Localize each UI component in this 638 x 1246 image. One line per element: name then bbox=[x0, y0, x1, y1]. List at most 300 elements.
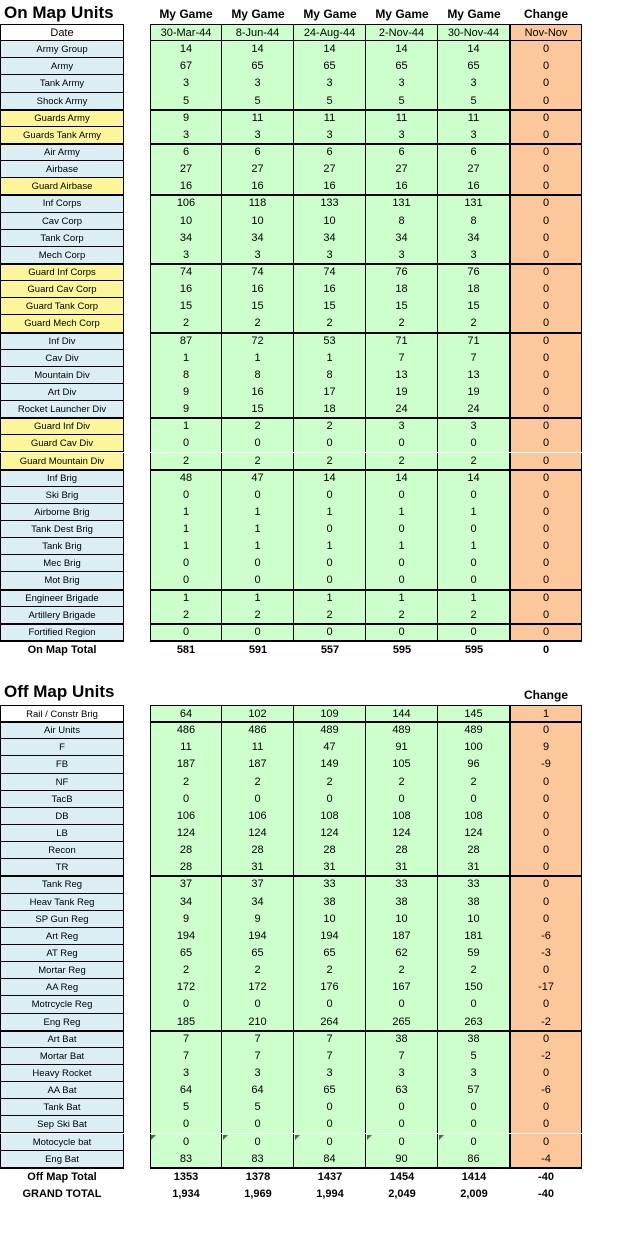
data-cell[interactable]: 0 bbox=[222, 624, 294, 641]
data-cell[interactable]: 0 bbox=[222, 572, 294, 589]
data-cell[interactable]: 14 bbox=[294, 470, 366, 487]
data-cell[interactable]: 106 bbox=[150, 808, 222, 825]
data-cell[interactable]: 0 bbox=[510, 178, 582, 195]
data-cell[interactable]: 0 bbox=[510, 607, 582, 624]
data-cell[interactable]: 2 bbox=[222, 315, 294, 332]
data-cell[interactable]: 6 bbox=[150, 144, 222, 161]
data-cell[interactable]: 14 bbox=[150, 41, 222, 58]
data-cell[interactable]: 65 bbox=[366, 58, 438, 75]
data-cell[interactable]: 5 bbox=[366, 93, 438, 110]
data-cell[interactable]: 33 bbox=[438, 876, 510, 893]
data-cell[interactable]: 10 bbox=[294, 911, 366, 928]
data-cell[interactable]: 131 bbox=[438, 195, 510, 212]
data-cell[interactable]: 194 bbox=[150, 928, 222, 945]
data-cell[interactable]: 2 bbox=[150, 453, 222, 470]
data-cell[interactable]: 0 bbox=[150, 487, 222, 504]
data-cell[interactable]: 108 bbox=[294, 808, 366, 825]
data-cell[interactable]: 2 bbox=[438, 962, 510, 979]
data-cell[interactable]: -6 bbox=[510, 928, 582, 945]
data-cell[interactable]: 0 bbox=[294, 1116, 366, 1133]
data-cell[interactable]: 2 bbox=[366, 453, 438, 470]
data-cell[interactable]: 3 bbox=[150, 75, 222, 92]
data-cell[interactable]: 76 bbox=[366, 264, 438, 281]
data-cell[interactable]: 0 bbox=[510, 58, 582, 75]
data-cell[interactable]: 0 bbox=[366, 521, 438, 538]
data-cell[interactable]: 18 bbox=[366, 281, 438, 298]
data-cell[interactable]: 0 bbox=[222, 487, 294, 504]
data-cell[interactable]: 486 bbox=[222, 722, 294, 739]
data-cell[interactable]: 87 bbox=[150, 333, 222, 350]
data-cell[interactable]: 9 bbox=[150, 401, 222, 418]
data-cell[interactable]: 7 bbox=[222, 1031, 294, 1048]
data-cell[interactable]: 2 bbox=[150, 962, 222, 979]
data-cell[interactable]: -3 bbox=[510, 945, 582, 962]
data-cell[interactable]: 1 bbox=[150, 350, 222, 367]
data-cell[interactable]: 0 bbox=[150, 555, 222, 572]
data-cell[interactable]: 0 bbox=[294, 555, 366, 572]
data-cell[interactable]: 1 bbox=[150, 418, 222, 435]
data-cell[interactable]: 3 bbox=[294, 1065, 366, 1082]
data-cell[interactable]: 0 bbox=[438, 1099, 510, 1116]
data-cell[interactable]: 5 bbox=[150, 1099, 222, 1116]
data-cell[interactable]: 3 bbox=[222, 247, 294, 264]
data-cell[interactable]: 67 bbox=[150, 58, 222, 75]
data-cell[interactable]: 106 bbox=[222, 808, 294, 825]
data-cell[interactable]: 0 bbox=[510, 75, 582, 92]
data-cell[interactable]: 2 bbox=[438, 453, 510, 470]
data-cell[interactable]: 0 bbox=[510, 1065, 582, 1082]
data-cell[interactable]: 15 bbox=[366, 298, 438, 315]
data-cell[interactable]: 16 bbox=[150, 281, 222, 298]
data-cell[interactable]: 2 bbox=[222, 418, 294, 435]
data-cell[interactable]: -6 bbox=[510, 1082, 582, 1099]
data-cell[interactable]: 0 bbox=[510, 722, 582, 739]
data-cell[interactable]: 28 bbox=[294, 842, 366, 859]
data-cell[interactable]: 0 bbox=[510, 281, 582, 298]
data-cell[interactable]: 0 bbox=[366, 1116, 438, 1133]
data-cell[interactable]: 3 bbox=[222, 1065, 294, 1082]
data-cell[interactable]: 34 bbox=[222, 230, 294, 247]
data-cell[interactable]: 0 bbox=[510, 418, 582, 435]
data-cell[interactable]: 3 bbox=[438, 75, 510, 92]
data-cell[interactable]: 100 bbox=[438, 739, 510, 756]
data-cell[interactable]: 3 bbox=[366, 247, 438, 264]
data-cell[interactable]: 31 bbox=[294, 859, 366, 876]
data-cell[interactable]: 83 bbox=[222, 1151, 294, 1168]
data-cell[interactable]: 2 bbox=[294, 418, 366, 435]
data-cell[interactable]: 65 bbox=[222, 945, 294, 962]
data-cell[interactable]: 210 bbox=[222, 1014, 294, 1031]
data-cell[interactable]: 8 bbox=[294, 367, 366, 384]
data-cell[interactable]: 0 bbox=[510, 859, 582, 876]
data-cell[interactable]: 6 bbox=[366, 144, 438, 161]
data-cell[interactable]: 15 bbox=[222, 298, 294, 315]
data-cell[interactable]: 0 bbox=[510, 384, 582, 401]
data-cell[interactable]: 16 bbox=[222, 178, 294, 195]
data-cell[interactable]: 124 bbox=[438, 825, 510, 842]
data-cell[interactable]: 7 bbox=[294, 1031, 366, 1048]
data-cell[interactable]: 0 bbox=[510, 41, 582, 58]
data-cell[interactable]: 9 bbox=[150, 110, 222, 127]
data-cell[interactable]: 0 bbox=[510, 521, 582, 538]
data-cell[interactable]: 2 bbox=[438, 774, 510, 791]
data-cell[interactable]: 1 bbox=[294, 504, 366, 521]
data-cell[interactable]: 0 bbox=[510, 996, 582, 1013]
data-cell[interactable]: 86 bbox=[438, 1151, 510, 1168]
data-cell[interactable]: 0 bbox=[150, 435, 222, 452]
data-cell[interactable]: 118 bbox=[222, 195, 294, 212]
data-cell[interactable]: 2 bbox=[366, 607, 438, 624]
data-cell[interactable]: 0 bbox=[510, 264, 582, 281]
data-cell[interactable]: 489 bbox=[438, 722, 510, 739]
data-cell[interactable]: 0 bbox=[510, 93, 582, 110]
data-cell[interactable]: 7 bbox=[150, 1048, 222, 1065]
data-cell[interactable]: 133 bbox=[294, 195, 366, 212]
data-cell[interactable]: 124 bbox=[150, 825, 222, 842]
data-cell[interactable]: 63 bbox=[366, 1082, 438, 1099]
data-cell[interactable]: 3 bbox=[150, 1065, 222, 1082]
data-cell[interactable]: 145 bbox=[438, 705, 510, 722]
data-cell[interactable]: 65 bbox=[222, 58, 294, 75]
data-cell[interactable]: 28 bbox=[222, 842, 294, 859]
data-cell[interactable]: 1 bbox=[150, 521, 222, 538]
data-cell[interactable]: 0 bbox=[510, 808, 582, 825]
data-cell[interactable]: 102 bbox=[222, 705, 294, 722]
data-cell[interactable]: 0 bbox=[222, 996, 294, 1013]
data-cell[interactable]: 11 bbox=[366, 110, 438, 127]
data-cell[interactable]: 0 bbox=[510, 161, 582, 178]
data-cell[interactable]: 124 bbox=[294, 825, 366, 842]
data-cell[interactable]: 2 bbox=[222, 453, 294, 470]
data-cell[interactable]: -2 bbox=[510, 1048, 582, 1065]
data-cell[interactable]: 0 bbox=[510, 350, 582, 367]
data-cell[interactable]: 3 bbox=[366, 127, 438, 144]
data-cell[interactable]: 1 bbox=[150, 504, 222, 521]
data-cell[interactable]: 11 bbox=[438, 110, 510, 127]
data-cell[interactable]: 0 bbox=[150, 996, 222, 1013]
data-cell[interactable]: 2 bbox=[366, 315, 438, 332]
data-cell[interactable]: 0 bbox=[438, 572, 510, 589]
data-cell[interactable]: 15 bbox=[222, 401, 294, 418]
data-cell[interactable]: 0 bbox=[510, 876, 582, 893]
data-cell[interactable]: 47 bbox=[294, 739, 366, 756]
data-cell[interactable]: 1 bbox=[366, 590, 438, 607]
data-cell[interactable]: 1 bbox=[150, 538, 222, 555]
data-cell[interactable]: 62 bbox=[366, 945, 438, 962]
data-cell[interactable]: 2 bbox=[222, 607, 294, 624]
data-cell[interactable]: 3 bbox=[294, 75, 366, 92]
data-cell[interactable]: 0 bbox=[150, 791, 222, 808]
data-cell[interactable]: 10 bbox=[294, 213, 366, 230]
data-cell[interactable]: 27 bbox=[438, 161, 510, 178]
data-cell[interactable]: 185 bbox=[150, 1014, 222, 1031]
data-cell[interactable]: 0 bbox=[510, 230, 582, 247]
data-cell[interactable]: -4 bbox=[510, 1151, 582, 1168]
data-cell[interactable]: 19 bbox=[438, 384, 510, 401]
data-cell[interactable]: 0 bbox=[510, 435, 582, 452]
data-cell[interactable]: 187 bbox=[150, 756, 222, 773]
data-cell[interactable]: 14 bbox=[366, 470, 438, 487]
data-cell[interactable]: 83 bbox=[150, 1151, 222, 1168]
data-cell[interactable]: 16 bbox=[438, 178, 510, 195]
data-cell[interactable]: 14 bbox=[294, 41, 366, 58]
data-cell[interactable]: 38 bbox=[438, 1031, 510, 1048]
data-cell[interactable]: 0 bbox=[294, 996, 366, 1013]
data-cell[interactable]: 1 bbox=[510, 705, 582, 722]
data-cell[interactable]: 65 bbox=[294, 1082, 366, 1099]
data-cell[interactable]: 172 bbox=[150, 979, 222, 996]
data-cell[interactable]: 48 bbox=[150, 470, 222, 487]
data-cell[interactable]: 65 bbox=[438, 58, 510, 75]
data-cell[interactable]: 176 bbox=[294, 979, 366, 996]
data-cell[interactable]: 0 bbox=[150, 1134, 222, 1151]
data-cell[interactable]: 0 bbox=[510, 144, 582, 161]
data-cell[interactable]: 0 bbox=[510, 590, 582, 607]
data-cell[interactable]: 0 bbox=[510, 555, 582, 572]
data-cell[interactable]: 105 bbox=[366, 756, 438, 773]
data-cell[interactable]: 194 bbox=[222, 928, 294, 945]
data-cell[interactable]: 0 bbox=[438, 1116, 510, 1133]
data-cell[interactable]: 2 bbox=[150, 774, 222, 791]
data-cell[interactable]: 0 bbox=[222, 791, 294, 808]
data-cell[interactable]: 14 bbox=[366, 41, 438, 58]
data-cell[interactable]: 28 bbox=[366, 842, 438, 859]
data-cell[interactable]: 3 bbox=[438, 418, 510, 435]
data-cell[interactable]: 37 bbox=[150, 876, 222, 893]
data-cell[interactable]: 0 bbox=[510, 774, 582, 791]
data-cell[interactable]: 38 bbox=[366, 894, 438, 911]
data-cell[interactable]: 0 bbox=[510, 538, 582, 555]
data-cell[interactable]: 0 bbox=[438, 791, 510, 808]
data-cell[interactable]: 0 bbox=[510, 842, 582, 859]
data-cell[interactable]: 0 bbox=[438, 996, 510, 1013]
data-cell[interactable]: 0 bbox=[510, 247, 582, 264]
data-cell[interactable]: 6 bbox=[294, 144, 366, 161]
data-cell[interactable]: 7 bbox=[222, 1048, 294, 1065]
data-cell[interactable]: 17 bbox=[294, 384, 366, 401]
data-cell[interactable]: 1 bbox=[366, 538, 438, 555]
data-cell[interactable]: 10 bbox=[438, 911, 510, 928]
data-cell[interactable]: 5 bbox=[438, 1048, 510, 1065]
data-cell[interactable]: -2 bbox=[510, 1014, 582, 1031]
data-cell[interactable]: 11 bbox=[150, 739, 222, 756]
data-cell[interactable]: 16 bbox=[150, 178, 222, 195]
data-cell[interactable]: 3 bbox=[294, 127, 366, 144]
data-cell[interactable]: 71 bbox=[366, 333, 438, 350]
data-cell[interactable]: 7 bbox=[366, 350, 438, 367]
data-cell[interactable]: 57 bbox=[438, 1082, 510, 1099]
data-cell[interactable]: 28 bbox=[150, 842, 222, 859]
data-cell[interactable]: 0 bbox=[366, 1099, 438, 1116]
data-cell[interactable]: 0 bbox=[510, 470, 582, 487]
data-cell[interactable]: 71 bbox=[438, 333, 510, 350]
data-cell[interactable]: 2 bbox=[366, 962, 438, 979]
data-cell[interactable]: 13 bbox=[438, 367, 510, 384]
data-cell[interactable]: 34 bbox=[438, 230, 510, 247]
data-cell[interactable]: 28 bbox=[150, 859, 222, 876]
data-cell[interactable]: 0 bbox=[294, 1099, 366, 1116]
data-cell[interactable]: 0 bbox=[294, 624, 366, 641]
data-cell[interactable]: 2 bbox=[150, 315, 222, 332]
data-cell[interactable]: 0 bbox=[150, 1116, 222, 1133]
data-cell[interactable]: 9 bbox=[222, 911, 294, 928]
data-cell[interactable]: 0 bbox=[438, 1134, 510, 1151]
date-cell[interactable]: 8-Jun-44 bbox=[222, 24, 294, 41]
data-cell[interactable]: 64 bbox=[150, 705, 222, 722]
data-cell[interactable]: 1 bbox=[366, 504, 438, 521]
data-cell[interactable]: 16 bbox=[294, 178, 366, 195]
data-cell[interactable]: 1 bbox=[222, 538, 294, 555]
date-cell[interactable]: 2-Nov-44 bbox=[366, 24, 438, 41]
data-cell[interactable]: 13 bbox=[366, 367, 438, 384]
data-cell[interactable]: 64 bbox=[222, 1082, 294, 1099]
data-cell[interactable]: 64 bbox=[150, 1082, 222, 1099]
data-cell[interactable]: 2 bbox=[438, 607, 510, 624]
data-cell[interactable]: 31 bbox=[222, 859, 294, 876]
data-cell[interactable]: 108 bbox=[438, 808, 510, 825]
data-cell[interactable]: 34 bbox=[222, 894, 294, 911]
data-cell[interactable]: 5 bbox=[150, 93, 222, 110]
data-cell[interactable]: 0 bbox=[222, 435, 294, 452]
data-cell[interactable]: 0 bbox=[222, 1134, 294, 1151]
data-cell[interactable]: 0 bbox=[510, 298, 582, 315]
data-cell[interactable]: 0 bbox=[438, 624, 510, 641]
data-cell[interactable]: 5 bbox=[222, 1099, 294, 1116]
data-cell[interactable]: 0 bbox=[222, 1116, 294, 1133]
data-cell[interactable]: 10 bbox=[150, 213, 222, 230]
data-cell[interactable]: 0 bbox=[510, 572, 582, 589]
data-cell[interactable]: 1 bbox=[150, 590, 222, 607]
data-cell[interactable]: 9 bbox=[150, 911, 222, 928]
data-cell[interactable]: 1 bbox=[222, 504, 294, 521]
data-cell[interactable]: 0 bbox=[510, 1099, 582, 1116]
data-cell[interactable]: 1 bbox=[438, 504, 510, 521]
data-cell[interactable]: 90 bbox=[366, 1151, 438, 1168]
data-cell[interactable]: 0 bbox=[438, 487, 510, 504]
data-cell[interactable]: 96 bbox=[438, 756, 510, 773]
data-cell[interactable]: 131 bbox=[366, 195, 438, 212]
data-cell[interactable]: 0 bbox=[510, 367, 582, 384]
data-cell[interactable]: 0 bbox=[366, 624, 438, 641]
data-cell[interactable]: 3 bbox=[438, 247, 510, 264]
data-cell[interactable]: 6 bbox=[222, 144, 294, 161]
data-cell[interactable]: 15 bbox=[150, 298, 222, 315]
data-cell[interactable]: 0 bbox=[294, 435, 366, 452]
data-cell[interactable]: 7 bbox=[294, 1048, 366, 1065]
data-cell[interactable]: 0 bbox=[294, 572, 366, 589]
data-cell[interactable]: 33 bbox=[366, 876, 438, 893]
data-cell[interactable]: 11 bbox=[294, 110, 366, 127]
data-cell[interactable]: 1 bbox=[294, 350, 366, 367]
data-cell[interactable]: 7 bbox=[150, 1031, 222, 1048]
data-cell[interactable]: 124 bbox=[222, 825, 294, 842]
data-cell[interactable]: 108 bbox=[366, 808, 438, 825]
data-cell[interactable]: 34 bbox=[294, 230, 366, 247]
data-cell[interactable]: 0 bbox=[510, 487, 582, 504]
data-cell[interactable]: 53 bbox=[294, 333, 366, 350]
data-cell[interactable]: 28 bbox=[438, 842, 510, 859]
data-cell[interactable]: 16 bbox=[366, 178, 438, 195]
data-cell[interactable]: 59 bbox=[438, 945, 510, 962]
data-cell[interactable]: 8 bbox=[222, 367, 294, 384]
data-cell[interactable]: 34 bbox=[150, 894, 222, 911]
data-cell[interactable]: 7 bbox=[366, 1048, 438, 1065]
data-cell[interactable]: 0 bbox=[366, 996, 438, 1013]
data-cell[interactable]: 15 bbox=[438, 298, 510, 315]
data-cell[interactable]: 27 bbox=[294, 161, 366, 178]
data-cell[interactable]: 2 bbox=[294, 315, 366, 332]
data-cell[interactable]: 14 bbox=[438, 470, 510, 487]
data-cell[interactable]: 10 bbox=[366, 911, 438, 928]
data-cell[interactable]: 24 bbox=[438, 401, 510, 418]
data-cell[interactable]: 2 bbox=[438, 315, 510, 332]
data-cell[interactable]: 1 bbox=[294, 538, 366, 555]
data-cell[interactable]: 0 bbox=[510, 1031, 582, 1048]
data-cell[interactable]: 34 bbox=[150, 230, 222, 247]
data-cell[interactable]: 1 bbox=[294, 590, 366, 607]
data-cell[interactable]: 109 bbox=[294, 705, 366, 722]
data-cell[interactable]: 27 bbox=[222, 161, 294, 178]
data-cell[interactable]: 0 bbox=[294, 791, 366, 808]
data-cell[interactable]: 486 bbox=[150, 722, 222, 739]
data-cell[interactable]: 264 bbox=[294, 1014, 366, 1031]
data-cell[interactable]: 6 bbox=[438, 144, 510, 161]
data-cell[interactable]: 11 bbox=[222, 739, 294, 756]
data-cell[interactable]: 33 bbox=[294, 876, 366, 893]
data-cell[interactable]: 65 bbox=[294, 945, 366, 962]
data-cell[interactable]: 3 bbox=[438, 127, 510, 144]
data-cell[interactable]: 0 bbox=[150, 572, 222, 589]
data-cell[interactable]: 27 bbox=[150, 161, 222, 178]
data-cell[interactable]: 31 bbox=[366, 859, 438, 876]
data-cell[interactable]: 106 bbox=[150, 195, 222, 212]
data-cell[interactable]: 14 bbox=[438, 41, 510, 58]
data-cell[interactable]: 0 bbox=[438, 555, 510, 572]
data-cell[interactable]: 16 bbox=[222, 384, 294, 401]
data-cell[interactable]: 144 bbox=[366, 705, 438, 722]
data-cell[interactable]: 0 bbox=[510, 894, 582, 911]
data-cell[interactable]: 3 bbox=[366, 75, 438, 92]
data-cell[interactable]: 0 bbox=[510, 333, 582, 350]
data-cell[interactable]: 0 bbox=[294, 487, 366, 504]
data-cell[interactable]: 24 bbox=[366, 401, 438, 418]
data-cell[interactable]: 187 bbox=[366, 928, 438, 945]
data-cell[interactable]: 1 bbox=[222, 350, 294, 367]
data-cell[interactable]: 0 bbox=[438, 521, 510, 538]
data-cell[interactable]: 91 bbox=[366, 739, 438, 756]
data-cell[interactable]: 8 bbox=[438, 213, 510, 230]
data-cell[interactable]: 65 bbox=[294, 58, 366, 75]
data-cell[interactable]: 2 bbox=[294, 453, 366, 470]
data-cell[interactable]: 0 bbox=[366, 1134, 438, 1151]
data-cell[interactable]: 16 bbox=[294, 281, 366, 298]
data-cell[interactable]: 74 bbox=[150, 264, 222, 281]
data-cell[interactable]: 84 bbox=[294, 1151, 366, 1168]
data-cell[interactable]: 0 bbox=[510, 110, 582, 127]
data-cell[interactable]: 8 bbox=[366, 213, 438, 230]
data-cell[interactable]: 1 bbox=[222, 521, 294, 538]
data-cell[interactable]: 16 bbox=[222, 281, 294, 298]
data-cell[interactable]: 1 bbox=[438, 538, 510, 555]
data-cell[interactable]: 65 bbox=[150, 945, 222, 962]
data-cell[interactable]: 0 bbox=[510, 1116, 582, 1133]
data-cell[interactable]: 38 bbox=[438, 894, 510, 911]
data-cell[interactable]: 3 bbox=[366, 1065, 438, 1082]
data-cell[interactable]: 0 bbox=[510, 911, 582, 928]
data-cell[interactable]: 10 bbox=[222, 213, 294, 230]
data-cell[interactable]: 2 bbox=[294, 774, 366, 791]
data-cell[interactable]: 8 bbox=[150, 367, 222, 384]
